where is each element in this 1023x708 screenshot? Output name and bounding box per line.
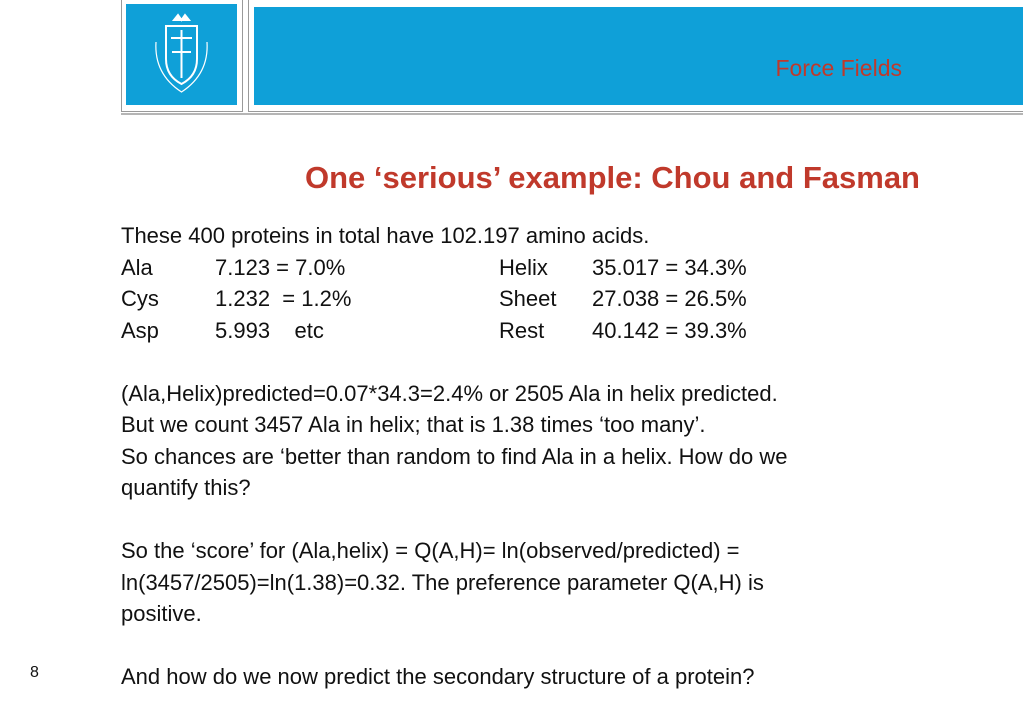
spacer <box>121 630 1001 662</box>
spacer <box>121 346 1001 378</box>
structure-value: 27.038 = 26.5% <box>592 286 747 311</box>
paragraph-line: ln(3457/2505)=ln(1.38)=0.32. The preference parameter Q(A,H) is <box>121 569 764 595</box>
paragraph-line: positive. <box>121 601 202 626</box>
university-logo <box>126 4 237 105</box>
structure-value: 35.017 = 34.3% <box>592 254 747 280</box>
residue-count: 7.123 = 7.0% <box>215 254 346 280</box>
paragraph-line: So chances are ‘better than random to find Ala in a helix. How do we <box>121 443 788 469</box>
residue-name: Asp <box>121 317 159 343</box>
closing-question: And how do we now predict the secondary structure of a protein? <box>121 664 755 689</box>
slide-title: One ‘serious’ example: Chou and Fasman <box>304 160 920 195</box>
paragraph-line: quantify this? <box>121 475 251 500</box>
stats-row <box>121 252 1001 284</box>
residue-name: Ala <box>121 254 153 280</box>
paragraph-line: But we count 3457 Ala in helix; that is 1.38 times ‘too many’. <box>121 412 706 437</box>
structure-name: Sheet <box>499 286 557 311</box>
stats-row <box>121 315 1001 347</box>
structure-name: Rest <box>499 317 545 343</box>
paragraph-line: (Ala,Helix)predicted=0.07*34.3=2.4% or 2505 Ala in helix predicted. <box>121 380 778 406</box>
residue-count: 1.232 = 1.2% <box>215 286 352 311</box>
paragraph-line: So the ‘score’ for (Ala,helix) = Q(A,H)= ln(observed/predicted) = <box>121 538 740 563</box>
university-seal-icon <box>126 4 237 105</box>
stats-row <box>121 283 1001 315</box>
header-divider <box>121 113 1023 115</box>
structure-name: Helix <box>499 254 548 280</box>
section-title: Force Fields <box>775 55 902 81</box>
slide-body <box>121 220 1001 693</box>
page-number: 8 <box>30 664 39 681</box>
residue-count: 5.993 etc <box>215 317 324 343</box>
spacer <box>121 504 1001 536</box>
structure-value: 40.142 = 39.3% <box>592 317 747 343</box>
intro-line: These 400 proteins in total have 102.197 amino acids. <box>121 223 650 248</box>
residue-name: Cys <box>121 286 159 311</box>
